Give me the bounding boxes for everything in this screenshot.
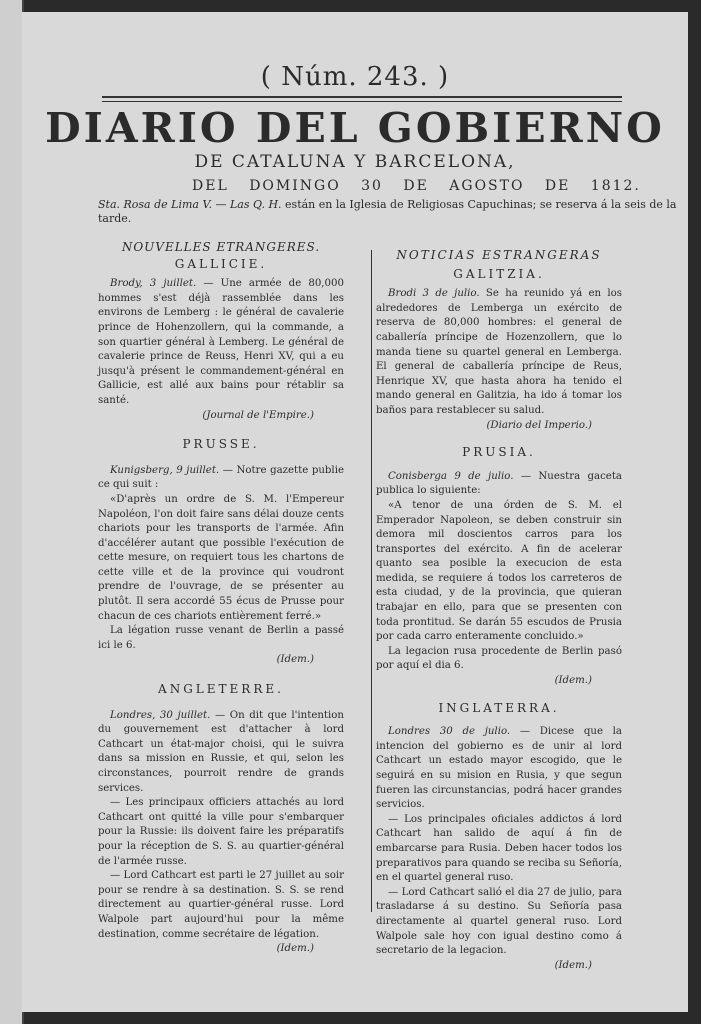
article-galitzia: Brodi 3 de julio. Se ha reunido yá en los alrededores de Lemberga un exército de reserva de 80,000 hombres: el general de caballería príncipe de Hozenzollern, que lo manda tiene su quartel general en Lemberga. El general de caballería príncipe de Reus, Henrique XV, que hasta ahora ha tenido el mando general en Galitzia, ha ido á tomar los baños para restablecer su salud. xyxy=(376,288,622,416)
article-gallicie: Brody, 3 juillet. — Une armée de 80,000 hommes s'est déjà rassemblée dans les environs de Lemberg : le général de cavalerie prince de Hohenzollern, qui la commande, a son quartier général à Lemberg. Le général de cavalerie prince de Reuss, Henri XV, qui a eu jusqu'à présent le commandement-général en Gallicie, est allé aux bains pour rétablir sa santé. xyxy=(98,278,344,406)
saint-text: están en la Iglesia de Religiosas Capuchinas; se reserva á la seis de la tarde. xyxy=(98,198,677,225)
issue-number: ( Núm. 243. ) xyxy=(260,62,450,92)
article-prusse-body: «D'après un ordre de S. M. l'Empereur Napoléon, l'on doit faire sans délai douze cents chariots pour les transports de l'armée. Afin d'accélérer autant que possible l'exécution de cette mesure, on requiert tous les chartons de cette ville et de la province qui voudront prendre de l'ouvrage, de se présenter au plutôt. Il sera accordé 55 écus de Prusse pour chacun de ces chariots entièrement ferré.» xyxy=(98,493,344,622)
book-spine xyxy=(0,0,24,1024)
dateline-prusse: Kunigsberg, 9 juillet. xyxy=(110,464,220,476)
issue-date: DEL DOMINGO 30 DE AGOSTO DE 1812. xyxy=(192,178,641,194)
right-heading-prusia: PRUSIA. xyxy=(462,445,536,460)
column-left xyxy=(98,240,344,957)
masthead-rule-top xyxy=(102,96,622,98)
dateline-inglaterra: Londres 30 de julio. xyxy=(388,726,511,738)
newspaper-subtitle: DE CATALUNA Y BARCELONA, xyxy=(194,152,516,172)
article-prusia-body: «A tenor de una órden de S. M. el Emperador Napoleon, se deben construir sin demora mil doscientos carros para los transportes del exército. A fin de acelerar quanto sea posible la execucion de esta medida, se requiere á todos los carreteros de esta ciudad, y de la provincia, que quieran trabajar en ello, para que se presenten con toda prontitud. Se darán 55 escudos de Prusia por cada carro enteramente concluido.» xyxy=(376,499,622,643)
newspaper-title: DIARIO DEL GOBIERNO xyxy=(45,104,665,152)
saint-label: Sta. Rosa de Lima V. — Las Q. H. xyxy=(98,198,282,211)
left-heading-angleterre: ANGLETERRE. xyxy=(158,682,284,697)
article-inglaterra-1: Londres 30 de julio. — Dicese que la intencion del gobierno es de unir al lord Cathcart un estado mayor escogido, que le seguirá en su mision en Rusia, y que segun fueren las circunstancias, podrá hacer grandes servicios. xyxy=(376,726,623,811)
dateline-prusia: Conisberga 9 de julio. xyxy=(388,470,514,482)
saint-notice xyxy=(98,198,688,226)
article-angleterre-3: — Lord Cathcart est parti le 27 juillet au soir pour se rendre à sa destination. S. S. se rend directement au quartier-général russe. Lord Walpole part aujourd'hui pour la même destination, comme secrétaire de légation. xyxy=(98,870,344,940)
column-right xyxy=(376,248,622,973)
column-divider xyxy=(371,250,372,912)
left-heading-gallicie: GALLICIE. xyxy=(174,256,268,271)
article-prusse-intro: Kunigsberg, 9 juillet. — Notre gazette publie ce qui suit : xyxy=(98,464,344,491)
article-angleterre-1: Londres, 30 juillet. — On dit que l'intention du gouvernement est d'attacher à lord Cathcart un état-major choisi, qui le suivra dans sa mission en Russie, et qui, selon les circonstances, pourroit rendre de grands services. xyxy=(98,709,344,794)
source-galitzia: (Diario del Imperio.) xyxy=(486,419,592,431)
article-inglaterra-3: — Lord Cathcart salió el dia 27 de julio, para trasladarse á su destino. Su Señoría pasa directamente al quartel general ruso. Lord Walpole sale hoy con igual destino como á secretario de la legacion. xyxy=(376,886,622,957)
left-heading-prusse: PRUSSE. xyxy=(182,437,260,452)
source-inglaterra: (Idem.) xyxy=(554,959,592,971)
right-heading-inglaterra: INGLATERRA. xyxy=(438,700,560,715)
source-prusia: (Idem.) xyxy=(554,675,592,687)
dateline-gallicie: Brody, 3 juillet. xyxy=(110,278,197,290)
article-prusia-legacion: La legacion rusa procedente de Berlin pasó por aquí el dia 6. xyxy=(376,645,622,672)
dateline-galitzia: Brodi 3 de julio. xyxy=(388,288,480,300)
source-prusse: (Idem.) xyxy=(276,654,314,666)
newspaper-page xyxy=(22,12,688,1012)
right-section-title: NOTICIAS ESTRANGERAS xyxy=(396,248,602,262)
article-angleterre-2: — Les principaux officiers attachés au lord Cathcart ont quitté la ville pour s'embarquer pour la Russie: ils doivent faire les préparatifs pour la réception de S. S. au quartier-général de l'armée russe. xyxy=(98,797,344,867)
article-prusia-intro: Conisberga 9 de julio. — Nuestra gaceta publica lo siguiente: xyxy=(376,470,623,497)
dateline-angleterre: Londres, 30 juillet. xyxy=(110,709,211,721)
masthead-rule-top-thin xyxy=(102,101,622,102)
article-inglaterra-2: — Los principales oficiales addictos á lord Cathcart han salido de aquí á fin de embarcarse para Rusia. Deben hacer todos los preparativos para quando se reciba su Señoría, en el quartel general ruso. xyxy=(376,813,622,884)
left-section-title: NOUVELLES ETRANGERES. xyxy=(121,240,321,254)
source-angleterre: (Idem.) xyxy=(276,943,314,955)
right-heading-galitzia: GALITZIA. xyxy=(453,266,545,281)
source-gallicie: (Journal de l'Empire.) xyxy=(202,409,314,421)
article-prusse-legation: La légation russe venant de Berlin a passé ici le 6. xyxy=(98,625,344,651)
